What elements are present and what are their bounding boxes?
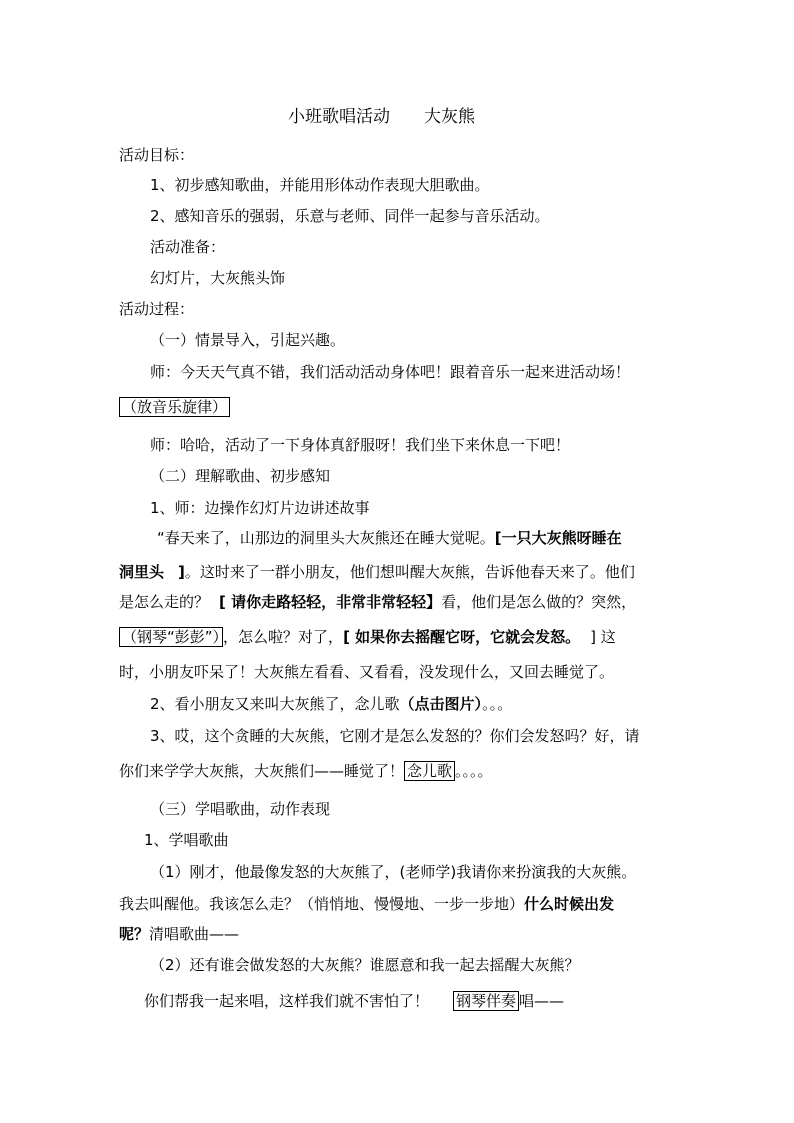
music-cue-box: （放音乐旋律） xyxy=(119,397,230,417)
ellipsis: 。。。。 xyxy=(455,762,493,780)
goal-1: 1、初步感知歌曲，并能用形体动作表现大胆歌曲。 xyxy=(150,176,490,194)
story-text: “春天来了，山那边的洞里头大灰熊还在睡大觉呢。 xyxy=(157,529,495,547)
paragraph-1-line-2 xyxy=(119,893,614,915)
story-text: 看，他们是怎么做的？突然， xyxy=(441,593,637,611)
goals-heading: 活动目标： xyxy=(119,146,195,164)
item-text: 你们来学学大灰熊，大灰熊们——睡觉了！ xyxy=(119,762,405,780)
lyric-bold: [ 如果你去摇醒它呀，它就会发怒。 xyxy=(343,628,581,646)
paragraph-text: 你们帮我一起来唱，这样我们就不害怕了！ xyxy=(144,992,430,1010)
paragraph-2-line-2 xyxy=(144,990,564,1012)
section-3-item-1: 1、学唱歌曲 xyxy=(144,831,229,849)
section-1-heading: （一）情景导入，引起兴趣。 xyxy=(150,331,346,349)
section-2-item-3-line-2 xyxy=(119,760,493,782)
page-title xyxy=(288,106,475,128)
prep-heading: 活动准备： xyxy=(150,238,226,256)
goal-2: 2、感知音乐的强弱，乐意与老师、同伴一起参与音乐活动。 xyxy=(150,207,550,225)
paragraph-2-line-1: （2）还有谁会做发怒的大灰熊？谁愿意和我一起去摇醒大灰熊？ xyxy=(150,956,580,974)
paragraph-1-line-1: （1）刚才，他最像发怒的大灰熊了，(老师学)我请你来扮演我的大灰熊。 xyxy=(150,863,637,881)
paragraph-bold: 什么时候出发 xyxy=(524,895,615,913)
click-image-bold: （点击图片） xyxy=(399,695,483,713)
story-line-3 xyxy=(119,591,636,613)
lyric-bracket: ] xyxy=(178,563,185,581)
section-3-heading: （三）学唱歌曲，动作表现 xyxy=(150,800,331,818)
section-1-teacher-line-1: 师：今天天气真不错，我们活动活动身体吧！跟着音乐一起来进活动场！ xyxy=(150,363,631,381)
title-part2: 大灰熊 xyxy=(424,107,475,127)
story-text: ，怎么啦？对了， xyxy=(223,628,344,646)
title-part1: 小班歌唱活动 xyxy=(288,107,390,127)
section-2-item-1: 1、师：边操作幻灯片边讲述故事 xyxy=(150,499,370,517)
item-text: 2、看小朋友又来叫大灰熊了，念儿歌 xyxy=(150,695,400,713)
section-2-heading: （二）理解歌曲、初步感知 xyxy=(150,467,331,485)
section-2-item-2 xyxy=(150,693,512,715)
section-2-item-3-line-1: 3、哎，这个贪睡的大灰熊，它刚才是怎么发怒的？你们会发怒吗？好，请 xyxy=(150,727,640,745)
section-1-boxed-music xyxy=(119,396,230,418)
story-line-5: 时，小朋友吓呆了！大灰熊左看看、又看看，没发现什么，又回去睡觉了。 xyxy=(119,663,615,681)
paragraph-bold: 呢？ xyxy=(119,925,150,943)
piano-accompaniment-box: 钢琴伴奏 xyxy=(453,991,519,1011)
section-1-teacher-line-2: 师：哈哈，活动了一下身体真舒服呀！我们坐下来休息一下吧！ xyxy=(150,436,571,454)
paragraph-text: 我去叫醒他。我该怎么走？（悄悄地、慢慢地、一步一步地） xyxy=(119,895,525,913)
story-text: 。这时来了一群小朋友，他们想叫醒大灰熊，告诉他春天来了。他们 xyxy=(184,563,635,581)
paragraph-text: 清唱歌曲—— xyxy=(149,925,240,943)
story-line-4 xyxy=(119,626,616,648)
rhyme-box: 念儿歌 xyxy=(404,761,455,781)
lyric-bold: [一只大灰熊呀睡在 xyxy=(494,529,622,547)
lyric-bold: 洞里头 xyxy=(119,563,165,581)
story-text: ] 这 xyxy=(590,628,616,646)
story-line-2 xyxy=(119,561,635,583)
ellipsis: 。。。 xyxy=(482,695,513,713)
paragraph-1-line-3 xyxy=(119,923,239,945)
lyric-bold: [ 请你走路轻轻，非常非常轻轻】 xyxy=(219,593,442,611)
piano-cue-box: （钢琴“彭彭”） xyxy=(119,627,223,647)
story-line-1 xyxy=(157,527,622,549)
process-heading: 活动过程： xyxy=(119,300,195,318)
story-text: 是怎么走的？ xyxy=(119,593,210,611)
prep-items: 幻灯片，大灰熊头饰 xyxy=(150,269,286,287)
paragraph-text: 唱—— xyxy=(519,992,565,1010)
